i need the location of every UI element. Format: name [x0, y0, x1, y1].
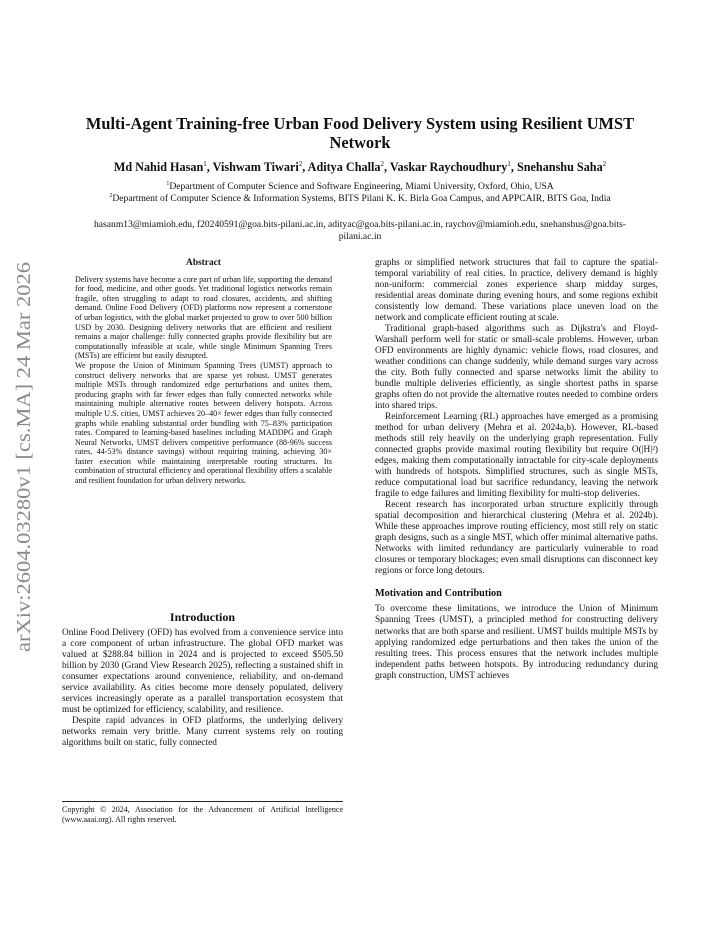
body-paragraph: graphs or simplified network structures that fail to capture the spatial-temporal variability of real cities. In practice, delivery demand is highly non-uniform: commercial zones experience sharp midday surges, residential areas dominate during evening hours, and some regions exhibit consistently low demand. These variations place uneven load on the network and complicate efficient routing at scale. — [375, 258, 658, 324]
subsection-heading: Motivation and Contribution — [375, 588, 502, 600]
affiliation: $^1$Department of Computer Science and Software Engineering, Miami University, Oxford, Ohio, USA — [166, 181, 554, 193]
author: Md Nahid Hasan — [113, 160, 204, 175]
author: Vaskar Raychoudhury — [389, 160, 508, 175]
author: Snehanshu Saha — [516, 160, 603, 175]
abstract-paragraph: We propose the Union of Minimum Spanning Trees (UMST) approach to construct delivery networks that are sparse yet robust. UMST generates multiple MSTs through randomized edge perturbations and unites them, producing graphs with far fewer edges than fully connected networks while maintaining multiple alternative routes between delivery hotspots. Across multiple U.S. cities, UMST achieves 20–40× fewer edges than fully connected graphs while enabling substantial order bundling with 75–83% participation rates. Compared to learning-based baselines including MADDPG and Graph Neural Networks, UMST delivers competitive performance (88-96% success rates, 44-53% distance savings) without requiring training, achieving 30× faster execution while maintaining interpretable routing structures. Its combination of structural efficiency and operational flexibility offers a scalable and resilient foundation for urban delivery networks. — [75, 360, 332, 486]
body-paragraph: Despite rapid advances in OFD platforms, the underlying delivery networks remain very brittle. Many current systems rely on routing algorithms built on static, fully connected — [62, 716, 343, 749]
paper-title: Multi-Agent Training-free Urban Food Delivery System using Resilient UMST Network — [85, 114, 635, 152]
author: Vishwam Tiwari — [212, 160, 299, 175]
affiliation: $^2$Department of Computer Science & Information Systems, BITS Pilani K. K. Birla Goa Campus, and APPCAIR, BITS Goa, India — [109, 193, 611, 205]
arxiv-identifier — [4, 255, 38, 655]
author: Aditya Challa — [307, 160, 381, 175]
abstract — [75, 259, 332, 486]
author-emails: hasanm13@miamioh.edu, f20240591@goa.bits-pilani.ac.in, adityac@goa.bits-pilani.ac.in, raychov@miamioh.edu, snehanshus@goa.bits-pilani.ac.in — [93, 219, 626, 242]
body-paragraph: Reinforcement Learning (RL) approaches have emerged as a promising method for urban delivery (Mehra et al. 2024a,b). However, RL-based methods still rely heavily on the underlying graph representation. Fully connected graphs provide maximal routing flexibility but require O(|H|²) edges, making them computationally intractable for city-scale deployments with hundreds of hotspots. Simplified structures, such as single MSTs, reduce computational load but sacrifice redundancy, leaving the network fragile to edge failures and limiting flexibility for multi-stop deliveries. — [375, 412, 658, 500]
body-paragraph: Traditional graph-based algorithms such as Dijkstra's and Floyd-Warshall perform well for static or small-scale problems. However, urban OFD environments are highly dynamic: vehicle flows, road closures, and weather conditions can change suddenly, while demand surges vary across the city. Both fully connected and sparse networks limit the ability to bundle multiple deliveries efficiently, as single shortest paths in sparse graphs often do not provide the alternative routes needed to combine orders into shared trips. — [375, 324, 658, 412]
right-column — [375, 258, 658, 682]
body-paragraph: To overcome these limitations, we introduce the Union of Minimum Spanning Trees (UMST), a principled method for constructing delivery networks that are both sparse and resilient. UMST builds multiple MSTs by applying randomized edge perturbations and then takes the union of the resulting trees. This process ensures that the network includes multiple independent paths between hotspots. By introducing redundancy during graph construction, UMST achieves — [375, 604, 658, 681]
copyright-footnote: Copyright © 2024, Association for the Advancement of Artificial Intelligence (www.aaai.org). All rights reserved. — [62, 801, 343, 824]
section-heading: Introduction — [169, 610, 236, 624]
body-paragraph: Recent research has incorporated urban structure explicitly through spatial decomposition and hierarchical clustering (Mehra et al. 2024b). While these approaches improve routing efficiency, most still rely on static graph designs, such as a single MST, which offer minimal alternative paths. Networks with limited redundancy are particularly vulnerable to road closures or temporary blockages; even small disruptions can disconnect key regions or force long detours. — [375, 500, 658, 577]
arxiv-id-text: arXiv:2604.03280v1 [cs.MA] 24 Mar 2026 — [13, 296, 35, 652]
author-list: Md Nahid Hasan$^1$, Vishwam Tiwari$^2$, Aditya Challa$^2$, Vaskar Raychoudhury$^1$, Snehanshu Saha$^2$ — [113, 160, 607, 175]
abstract-heading: Abstract — [186, 258, 221, 268]
body-paragraph: Online Food Delivery (OFD) has evolved from a convenience service into a core component of urban infrastructure. The global OFD market was valued at $288.84 billion in 2024 and is projected to exceed $505.50 billion by 2030 (Grand View Research 2025), reflecting a sustained shift in consumer expectations around convenience, reliability, and on-demand service availability. As cities become more densely populated, delivery services increasingly operate as a parallel transportation ecosystem that must be optimized for efficiency, scalability, and resilience. — [62, 628, 343, 716]
introduction-section — [62, 612, 343, 749]
abstract-paragraph: Delivery systems have become a core part of urban life, supporting the demand for food, medicine, and other goods. Yet traditional logistics networks remain fragile, often struggling to adapt to road closures, accidents, and shifting demand. Online Food Delivery (OFD) platforms now represent a cornerstone of urban logistics, with the global market projected to grow to over 500 billion USD by 2030. Designing delivery networks that are efficient and resilient remains a major challenge: fully connected graphs provide flexibility but are computationally infeasible at scale, while single Minimum Spanning Trees (MSTs) are efficient but easily disrupted. — [75, 274, 332, 361]
